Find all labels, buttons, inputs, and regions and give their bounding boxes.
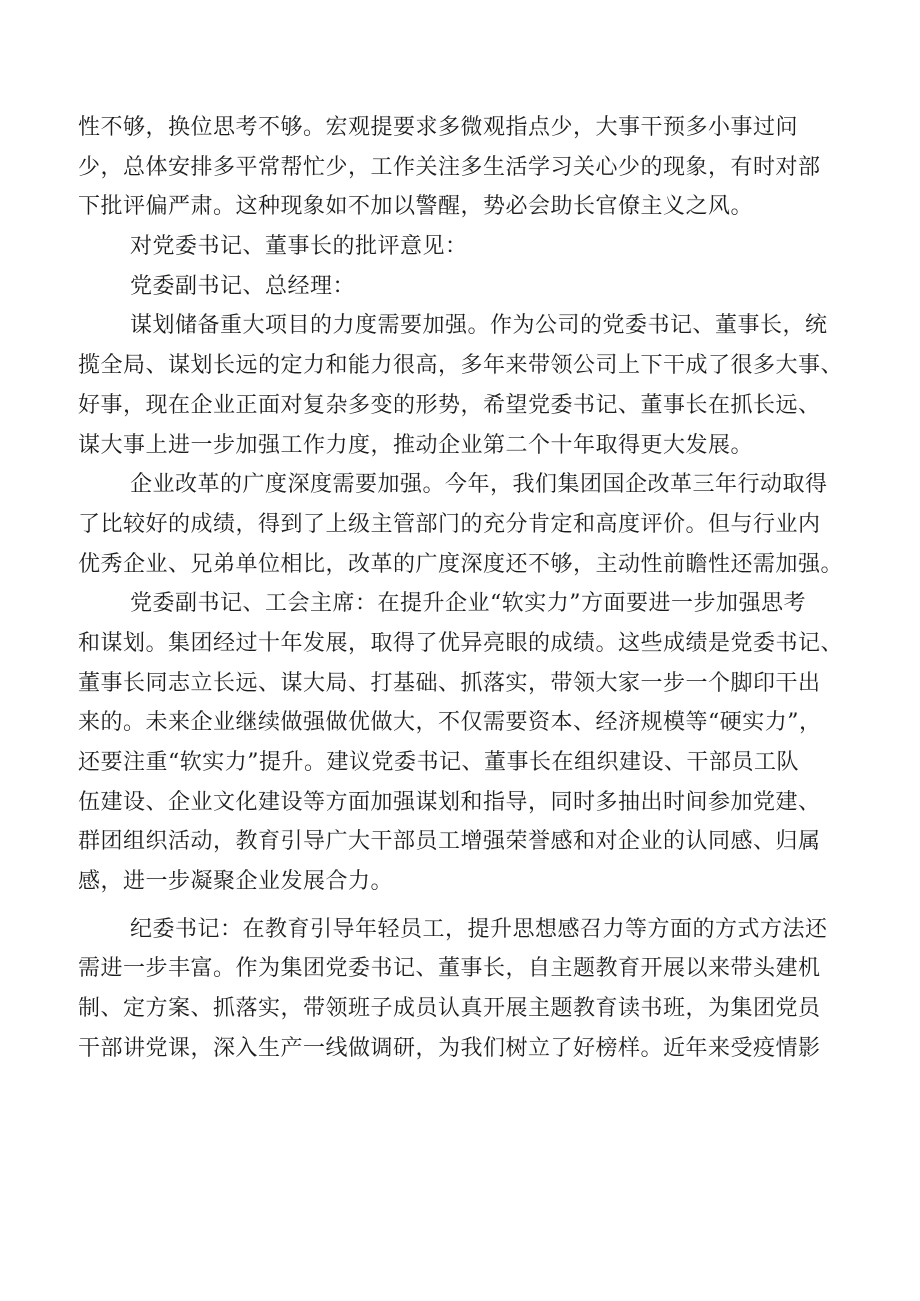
text-line: 纪委书记：在教育引导年轻员工，提升思想感召力等方面的方式方法还 — [130, 916, 828, 942]
speaker-label: 党委副书记、总经理： — [130, 273, 356, 299]
text-line: 揽全局、谋划长远的定力和能力很高，多年来带领公司上下干成了很多大事、 — [78, 353, 844, 379]
text-line: 感，进一步凝聚企业发展合力。 — [78, 869, 394, 895]
text-line: 来的。未来企业继续做强做优做大，不仅需要资本、经济规模等“硬实力”， — [78, 710, 822, 736]
text-line: 制、定方案、抓落实，带领班子成员认真开展主题教育读书班，为集团党员 — [78, 996, 821, 1022]
text-line: 少，总体安排多平常帮忙少，工作关注多生活学习关心少的现象，有时对部 — [78, 154, 821, 180]
text-line: 好事，现在企业正面对复杂多变的形势，希望党委书记、董事长在抓长远、 — [78, 392, 821, 418]
text-line: 伍建设、企业文化建设等方面加强谋划和指导，同时多抽出时间参加党建、 — [78, 789, 821, 815]
document-body — [78, 108, 868, 1069]
text-line: 干部讲党课，深入生产一线做调研，为我们树立了好榜样。近年来受疫情影 — [78, 1035, 821, 1061]
text-line: 董事长同志立长远、谋大局、打基础、抓落实，带领大家一步一个脚印干出 — [78, 670, 821, 696]
section-heading: 对党委书记、董事长的批评意见： — [130, 234, 468, 260]
text-line: 群团组织活动，教育引导广大干部员工增强荣誉感和对企业的认同感、归属 — [78, 829, 821, 855]
text-line: 性不够，换位思考不够。宏观提要求多微观指点少，大事干预多小事过问 — [78, 115, 799, 140]
text-line: 还要注重“软实力”提升。建议党委书记、董事长在组织建设、干部员工队 — [78, 750, 799, 775]
text-line: 和谋划。集团经过十年发展，取得了优异亮眼的成绩。这些成绩是党委书记、 — [78, 630, 844, 656]
text-line: 党委副书记、工会主席：在提升企业“软实力”方面要进一步加强思考 — [130, 591, 806, 617]
text-line: 需进一步丰富。作为集团党委书记、董事长，自主题教育开展以来带头建机 — [78, 956, 821, 982]
text-line: 谋划储备重大项目的力度需要加强。作为公司的党委书记、董事长，统 — [130, 313, 828, 339]
text-line: 下批评偏严肃。这种现象如不加以警醒，势必会助长官僚主义之风。 — [78, 194, 754, 220]
text-line: 企业改革的广度深度需要加强。今年，我们集团国企改革三年行动取得 — [130, 472, 828, 498]
text-line: 优秀企业、兄弟单位相比，改革的广度深度还不够，主动性前瞻性还需加强。 — [78, 551, 844, 577]
text-line: 了比较好的成绩，得到了上级主管部门的充分肯定和高度评价。但与行业内 — [78, 511, 821, 537]
text-line: 谋大事上进一步加强工作力度，推动企业第二个十年取得更大发展。 — [78, 432, 754, 458]
